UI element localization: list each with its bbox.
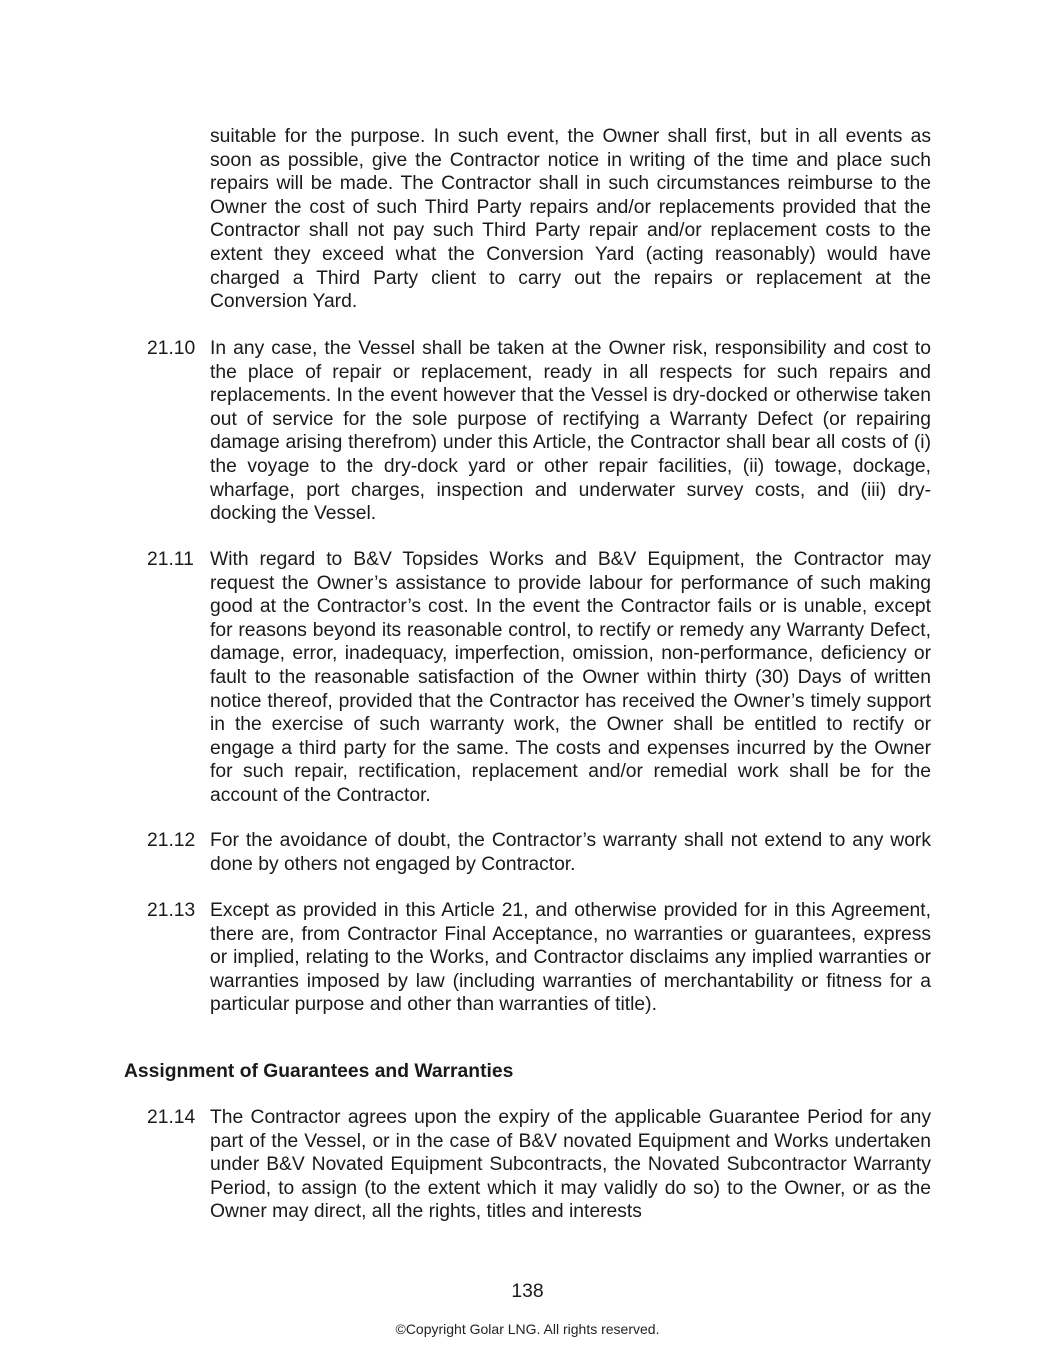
clause-text: For the avoidance of doubt, the Contractor’s warranty shall not extend to any work done by others not engaged by Contractor. <box>210 830 931 875</box>
clause-number: 21.13 <box>147 900 196 921</box>
clause-number: 21.14 <box>147 1107 196 1128</box>
clause-text: Except as provided in this Article 21, and otherwise provided for in this Agreement, there are, from Contractor Final Acceptance, no warranties or guarantees, express or implied, relating to the Works, and Contractor disclaims any implied warranties or warranties imposed by law (including warranties of merchantability or fitness for a particular purpose and other than warranties of title). <box>210 900 931 1016</box>
clause-21-14 <box>147 1106 931 1224</box>
continuation-paragraph: suitable for the purpose. In such event, the Owner shall first, but in all events as soon as possible, give the Contractor notice in writing of the time and place such repairs will be made. The Contractor shall in such circumstances reimburse to the Owner the cost of such Third Party repairs and/or replacements provided that the Contractor shall not pay such Third Party repair and/or replacement costs to the extent they exceed what the Conversion Yard (acting reasonably) would have charged a Third Party client to carry out the repairs or replacement at the Conversion Yard. <box>210 126 931 313</box>
section-heading: Assignment of Guarantees and Warranties <box>124 1061 514 1082</box>
clause-text: The Contractor agrees upon the expiry of the applicable Guarantee Period for any part of the Vessel, or in the case of B&V novated Equipment and Works undertaken under B&V Novated Equipment Subcontracts, the Novated Subcontractor Warranty Period, to assign (to the extent which it may validly do so) to the Owner, or as the Owner may direct, all the rights, titles and interests <box>210 1107 931 1223</box>
clause-number: 21.10 <box>147 338 196 359</box>
clause-21-11 <box>147 548 931 808</box>
clause-21-13 <box>147 899 931 1017</box>
clause-21-12 <box>147 829 931 876</box>
clause-number: 21.11 <box>147 549 194 570</box>
clause-number: 21.12 <box>147 830 196 851</box>
clause-text: With regard to B&V Topsides Works and B&V Equipment, the Contractor may request the Owner’s assistance to provide labour for performance of such making good at the Contractor’s cost. In the event the Contractor fails or is unable, except for reasons beyond its reasonable control, to rectify or remedy any Warranty Defect, damage, error, inadequacy, imperfection, omission, non-performance, deficiency or fault to the reasonable satisfaction of the Owner within thirty (30) Days of written notice thereof, provided that the Contractor has received the Owner’s timely support in the exercise of such warranty work, the Owner shall be entitled to rectify or engage a third party for the same. The costs and expenses incurred by the Owner for such repair, rectification, replacement and/or remedial work shall be for the account of the Contractor. <box>210 549 931 806</box>
copyright-notice: ©Copyright Golar LNG. All rights reserved. <box>395 1321 660 1337</box>
page-number: 138 <box>511 1281 544 1302</box>
clause-text: In any case, the Vessel shall be taken at the Owner risk, responsibility and cost to the place of repair or replacement, ready in all respects for such repairs and replacements. In the event however that the Vessel is dry-docked or otherwise taken out of service for the sole purpose of rectifying a Warranty Defect (or repairing damage arising therefrom) under this Article, the Contractor shall bear all costs of (i) the voyage to the dry-dock yard or other repair facilities, (ii) towage, dockage, wharfage, port charges, inspection and underwater survey costs, and (iii) dry-docking the Vessel. <box>210 338 931 525</box>
clause-21-10 <box>147 337 931 526</box>
